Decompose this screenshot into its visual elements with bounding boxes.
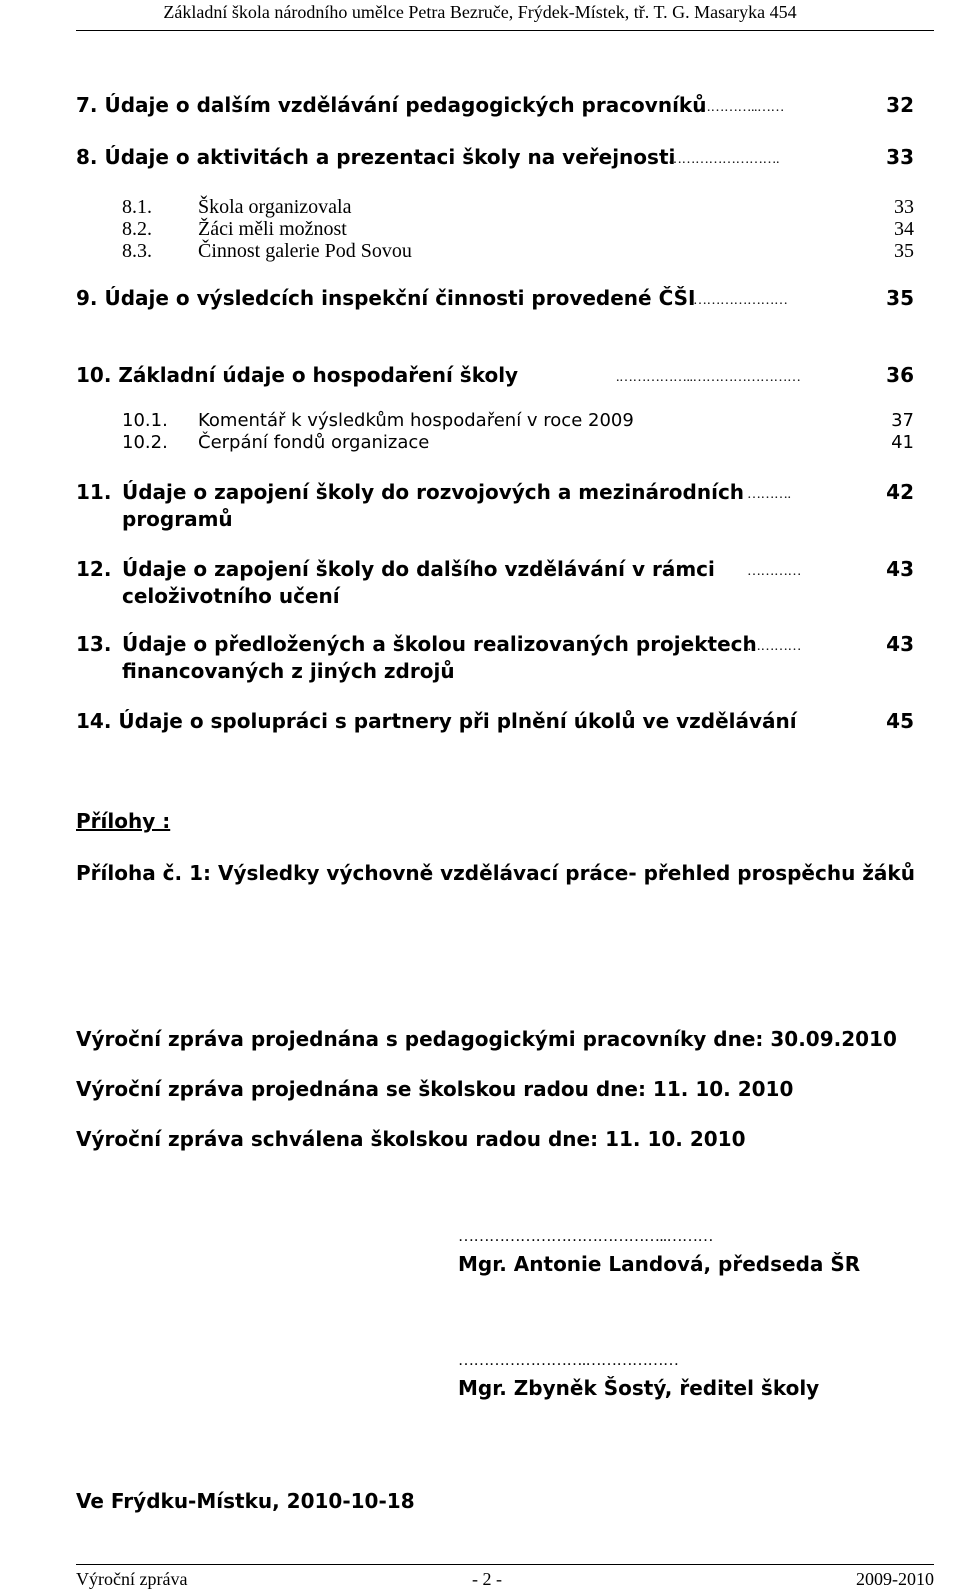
toc-entry-9-leader: …………………	[693, 293, 788, 308]
toc-sub-8-2-num: 8.2.	[122, 218, 152, 240]
toc-sub-8-2-label: Žáci měli možnost	[198, 218, 347, 240]
footer-left: Výroční zpráva	[76, 1569, 188, 1589]
attachments-heading: Přílohy :	[76, 809, 171, 833]
toc-entry-13-page: 43	[886, 632, 914, 656]
approval-line-3: Výroční zpráva schválena školskou radou dne: 11. 10. 2010	[76, 1127, 746, 1151]
toc-entry-12-page: 43	[886, 557, 914, 581]
toc-entry-8-leader: …………………….	[668, 152, 779, 167]
approval-line-2: Výroční zpráva projednána se školskou radou dne: 11. 10. 2010	[76, 1077, 794, 1101]
toc-entry-8: 8. Údaje o aktivitách a prezentaci školy na veřejnosti	[76, 145, 676, 169]
footer-page-number: - 2 -	[472, 1569, 502, 1589]
toc-entry-12-line2: celoživotního učení	[122, 584, 340, 608]
toc-entry-12-leader: …………	[747, 564, 801, 579]
signature-line-2: …………………….………………	[458, 1352, 679, 1369]
toc-sub-8-3-num: 8.3.	[122, 240, 152, 262]
toc-sub-8-1-page: 33	[894, 196, 914, 218]
toc-entry-14-page: 45	[886, 709, 914, 733]
toc-entry-11-num: 11.	[76, 480, 112, 504]
toc-sub-8-1-num: 8.1.	[122, 196, 152, 218]
toc-sub-8-3-page: 35	[894, 240, 914, 262]
toc-sub-10-1-page: 37	[891, 410, 914, 431]
toc-sub-8-3-label: Činnost galerie Pod Sovou	[198, 240, 412, 262]
attachment-item-1: Příloha č. 1: Výsledky výchovně vzdělávací práce- přehled prospěchu žáků	[76, 861, 915, 885]
toc-entry-11-leader: ……….	[747, 487, 791, 502]
toc-entry-13-num: 13.	[76, 632, 112, 656]
toc-sub-8-2-page: 34	[894, 218, 914, 240]
toc-entry-8-page: 33	[886, 145, 914, 169]
toc-sub-10-2-label: Čerpání fondů organizace	[198, 432, 430, 453]
toc-sub-10-1-num: 10.1.	[122, 410, 168, 431]
signature-line-1: …………………………………..………	[458, 1228, 713, 1245]
place-date: Ve Frýdku-Místku, 2010-10-18	[76, 1489, 415, 1513]
toc-entry-14: 14. Údaje o spolupráci s partnery při plnění úkolů ve vzdělávání	[76, 709, 797, 733]
toc-sub-10-2-page: 41	[891, 432, 914, 453]
toc-entry-10: 10. Základní údaje o hospodaření školy	[76, 363, 519, 387]
toc-entry-10-leader: .……………..……………………	[616, 370, 801, 385]
toc-entry-9: 9. Údaje o výsledcích inspekční činnosti provedené ČŠI	[76, 286, 696, 310]
signature-name-2: Mgr. Zbyněk Šostý, ředitel školy	[458, 1376, 820, 1400]
toc-sub-8-1-label: Škola organizovala	[198, 196, 352, 218]
toc-entry-7-leader: …………..……	[697, 100, 784, 115]
approval-line-1: Výroční zpráva projednána s pedagogickými pracovníky dne: 30.09.2010	[76, 1027, 897, 1051]
page-header: Základní škola národního umělce Petra Bezruče, Frýdek-Místek, tř. T. G. Masaryka 454	[163, 2, 797, 22]
signature-name-1: Mgr. Antonie Landová, předseda ŠR	[458, 1252, 861, 1276]
toc-entry-12-num: 12.	[76, 557, 112, 581]
toc-entry-12-line1: Údaje o zapojení školy do dalšího vzdělávání v rámci	[122, 557, 715, 581]
toc-sub-10-1-label: Komentář k výsledkům hospodaření v roce 2009	[198, 410, 634, 431]
header-divider	[76, 30, 934, 31]
toc-entry-7-page: 32	[886, 93, 914, 117]
toc-entry-11-line2: programů	[122, 507, 233, 531]
footer-divider	[76, 1564, 934, 1565]
toc-sub-10-2-num: 10.2.	[122, 432, 168, 453]
toc-entry-13-line2: financovaných z jiných zdrojů	[122, 659, 455, 683]
toc-entry-11-line1: Údaje o zapojení školy do rozvojových a mezinárodních	[122, 480, 745, 504]
toc-entry-10-page: 36	[886, 363, 914, 387]
toc-entry-7: 7. Údaje o dalším vzdělávání pedagogických pracovníků	[76, 93, 707, 117]
footer-right: 2009-2010	[856, 1569, 934, 1589]
toc-entry-13-leader: …………	[747, 639, 801, 654]
toc-entry-11-page: 42	[886, 480, 914, 504]
toc-entry-9-page: 35	[886, 286, 914, 310]
toc-entry-13-line1: Údaje o předložených a školou realizovaných projektech	[122, 632, 757, 656]
